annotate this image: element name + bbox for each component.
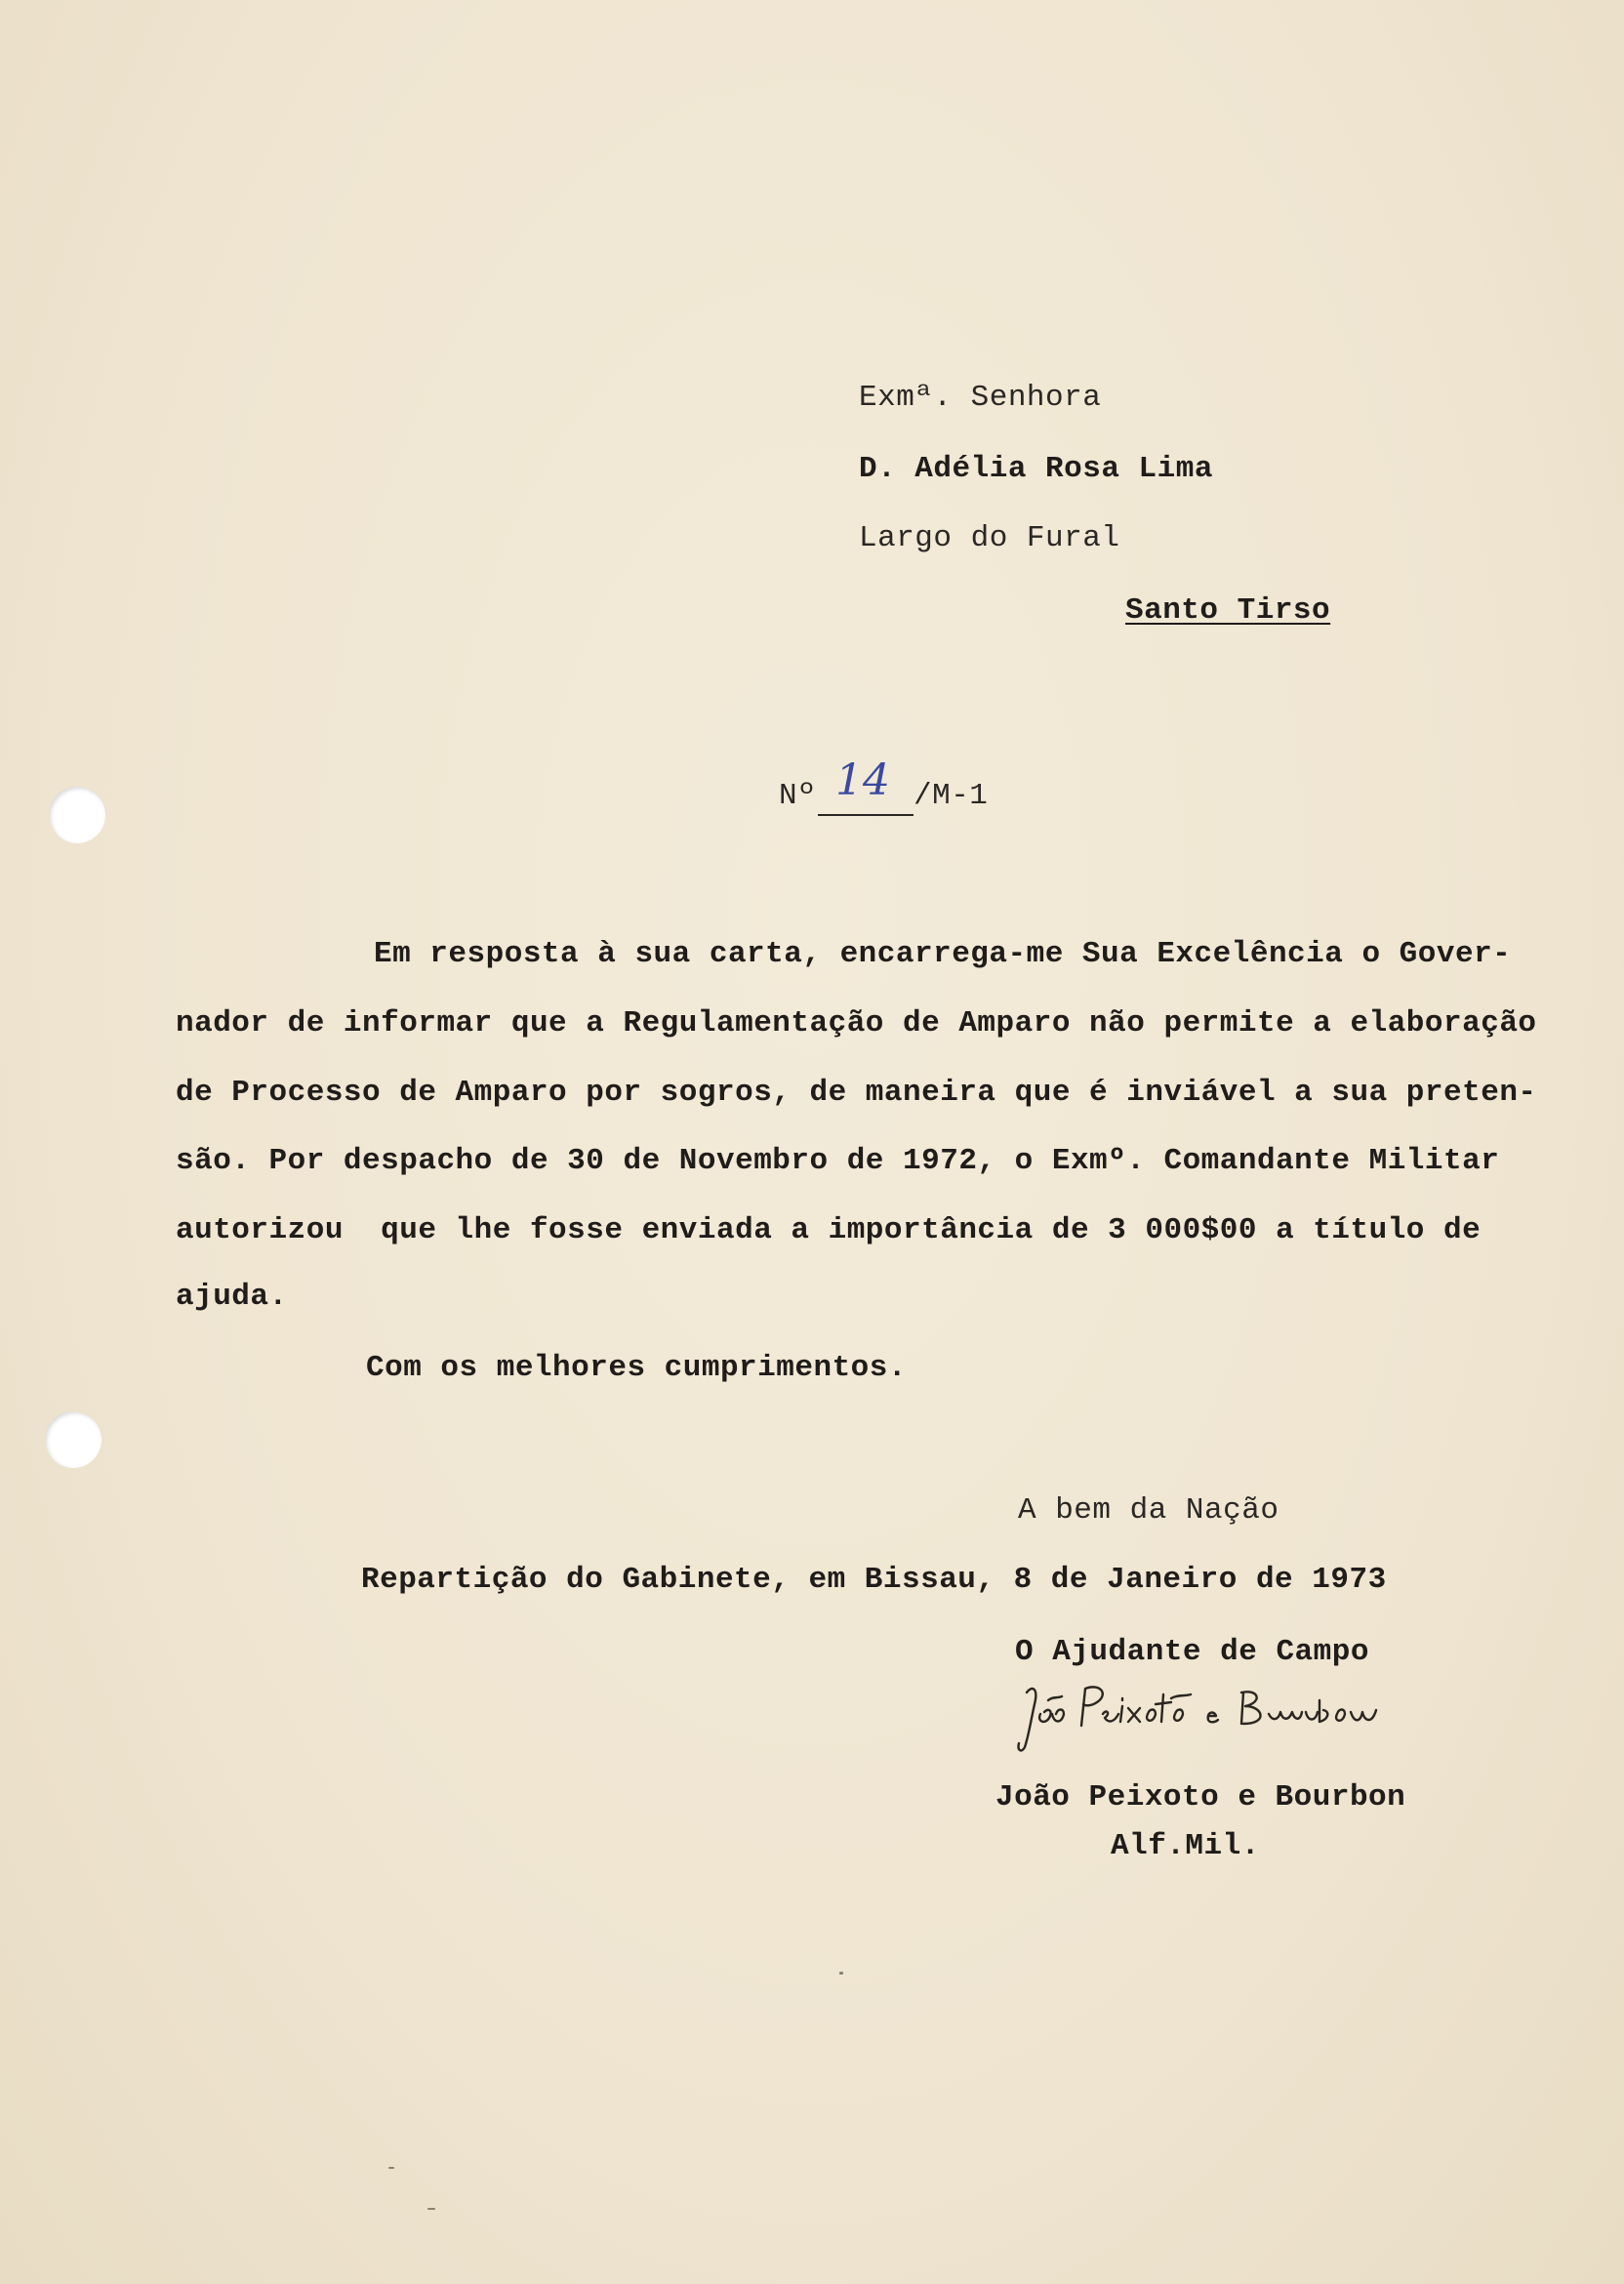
recipient-street: Largo do Fural [859, 521, 1120, 555]
reference-suffix: /M-1 [914, 779, 989, 813]
body-line-4: são. Por despacho de 30 de Novembro de 1972, o Exmº. Comandante Militar [176, 1144, 1500, 1178]
paper-speck [388, 2167, 394, 2169]
closing-line: Com os melhores cumprimentos. [366, 1351, 907, 1385]
signoff-place-date: Repartição do Gabinete, em Bissau, 8 de Janeiro de 1973 [361, 1563, 1387, 1597]
body-line-6: ajuda. [176, 1280, 288, 1314]
signoff-rank: Alf.Mil. [1111, 1829, 1260, 1863]
body-line-3: de Processo de Amparo por sogros, de maneira que é inviável a sua preten- [176, 1076, 1537, 1110]
signoff-motto: A bem da Nação [1018, 1493, 1279, 1528]
reference-prefix: Nº [779, 779, 817, 813]
body-line-1: Em resposta à sua carta, encarrega-me Sua Excelência o Gover- [374, 937, 1512, 971]
signoff-role: O Ajudante de Campo [1015, 1635, 1369, 1669]
recipient-salutation: Exmª. Senhora [859, 381, 1102, 415]
body-line-5: autorizou que lhe fosse enviada a importância de 3 000$00 a título de [176, 1213, 1482, 1247]
reference-underline [818, 814, 914, 816]
reference-number: 14 [835, 755, 890, 805]
punch-hole-top [49, 787, 105, 843]
paper-speck [839, 1972, 843, 1975]
recipient-name: D. Adélia Rosa Lima [859, 452, 1213, 486]
handwritten-signature [1013, 1671, 1403, 1759]
signoff-name: João Peixoto e Bourbon [995, 1780, 1406, 1815]
recipient-city: Santo Tirso [1125, 593, 1331, 628]
punch-hole-bottom [45, 1411, 102, 1468]
paper-speck [427, 2208, 435, 2210]
body-line-2: nador de informar que a Regulamentação de Amparo não permite a elaboração [176, 1006, 1537, 1040]
